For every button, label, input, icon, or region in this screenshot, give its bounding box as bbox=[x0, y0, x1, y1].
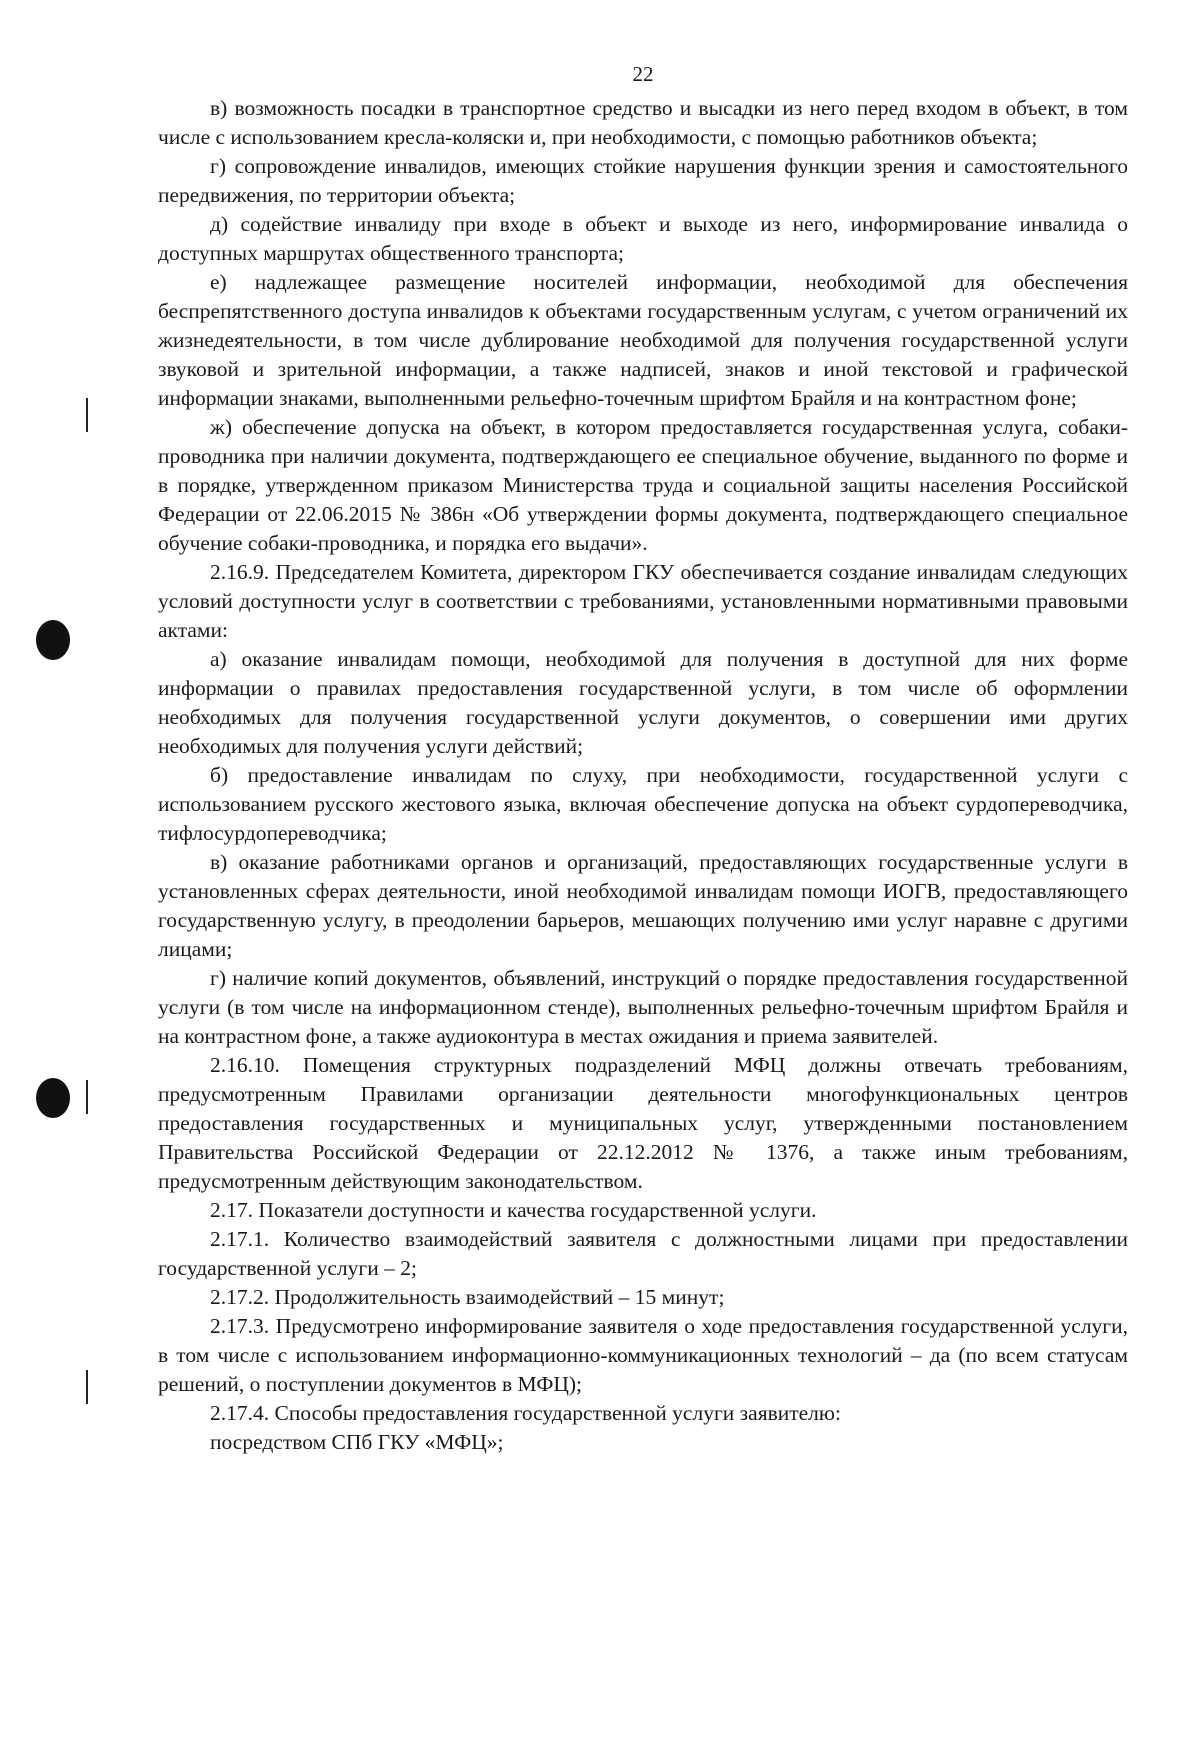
paragraph-mfc: посредством СПб ГКУ «МФЦ»; bbox=[210, 1430, 504, 1454]
paragraph-b-sign-language: б) предоставление инвалидам по слуху, при необходимости, государственной услуги с использованием русского жестового языка, включая обеспечение допуска на объект сурдопереводчика, тифлосурдопереводчика; bbox=[158, 763, 1128, 845]
paragraph-e-information-carriers: е) надлежащее размещение носителей информации, необходимой для обеспечения беспрепятственного доступа инвалидов к объектами государственным услугам, с учетом ограничений их жизнедеятельности, в том числе дублирование необходимой для получения государственной услуги звуковой и зрительной информации, а также надписей, знаков и иной текстовой и графической информации знаками, выполненными рельефно-точечным шрифтом Брайля и на контрастном фоне; bbox=[158, 270, 1128, 410]
paragraph-v-staff-help: в) оказание работниками органов и организаций, предоставляющих государственные услуги в установленных сферах деятельности, иной необходимой инвалидам помощи ИОГВ, предоставляющего государственную услугу, в преодолении барьеров, мешающих получению ими услуг наравне с другими лицами; bbox=[158, 850, 1128, 961]
paragraph-v-boarding: в) возможность посадки в транспортное средство и высадки из него перед входом в объект, в том числе с использованием кресла-коляски и, при необходимости, с помощью работников объекта; bbox=[158, 96, 1128, 149]
paragraph-g-braille-copies: г) наличие копий документов, объявлений, инструкций о порядке предоставления государственной услуги (в том числе на информационном стенде), выполненных рельефно-точечным шрифтом Брайля и на контрастном фоне, а также аудиоконтура в местах ожидания и приема заявителей. bbox=[158, 966, 1128, 1048]
paragraph-2-16-10: 2.16.10. Помещения структурных подразделений МФЦ должны отвечать требованиям, предусмотренным Правилами организации деятельности многофункциональных центров предоставления государственных и муниципальных услуг, утвержденными постановлением Правительства Российской Федерации от 22.12.2012 № 1376, а также иным требованиям, предусмотренным действующим законодательством. bbox=[158, 1053, 1128, 1193]
paragraph-a-help: а) оказание инвалидам помощи, необходимой для получения в доступной для них форме информации о правилах предоставления государственной услуги, в том числе об оформлении необходимых для получения государственной услуги документов, о совершении ими других необходимых для получения услуги действий; bbox=[158, 647, 1128, 758]
paragraph-2-17-1: 2.17.1. Количество взаимодействий заявителя с должностными лицами при предоставлении государственной услуги – 2; bbox=[158, 1227, 1128, 1280]
paragraph-2-17-2: 2.17.2. Продолжительность взаимодействий – 15 минут; bbox=[210, 1285, 725, 1309]
margin-change-bar-2 bbox=[86, 1080, 88, 1114]
paragraph-2-17-4: 2.17.4. Способы предоставления государственной услуги заявителю: bbox=[210, 1401, 841, 1425]
paragraph-2-17: 2.17. Показатели доступности и качества государственной услуги. bbox=[210, 1198, 817, 1222]
paragraph-2-16-9: 2.16.9. Председателем Комитета, директором ГКУ обеспечивается создание инвалидам следующих условий доступности услуг в соответствии с требованиями, установленными нормативными правовыми актами: bbox=[158, 560, 1128, 642]
margin-punch-hole-1 bbox=[36, 620, 70, 660]
paragraph-zh-guide-dog: ж) обеспечение допуска на объект, в котором предоставляется государственная услуга, собаки-проводника при наличии документа, подтверждающего ее специальное обучение, выданного по форме и в порядке, утвержденном приказом Министерства труда и социальной защиты населения Российской Федерации от 22.06.2015 № 386н «Об утверждении формы документа, подтверждающего специальное обучение собаки-проводника, и порядка его выдачи». bbox=[158, 415, 1128, 555]
margin-punch-hole-2 bbox=[36, 1078, 70, 1118]
margin-change-bar-1 bbox=[86, 398, 88, 432]
margin-change-bar-3 bbox=[86, 1370, 88, 1404]
paragraph-2-17-3: 2.17.3. Предусмотрено информирование заявителя о ходе предоставления государственной услуги, в том числе с использованием информационно-коммуникационных технологий – да (по всем статусам решений, о поступлении документов в МФЦ); bbox=[158, 1314, 1128, 1396]
document-page bbox=[158, 60, 1128, 1457]
paragraph-d-assistance: д) содействие инвалиду при входе в объект и выходе из него, информирование инвалида о доступных маршрутах общественного транспорта; bbox=[158, 212, 1128, 265]
paragraph-g-escort: г) сопровождение инвалидов, имеющих стойкие нарушения функции зрения и самостоятельного передвижения, по территории объекта; bbox=[158, 154, 1128, 207]
page-number: 22 bbox=[632, 62, 654, 86]
